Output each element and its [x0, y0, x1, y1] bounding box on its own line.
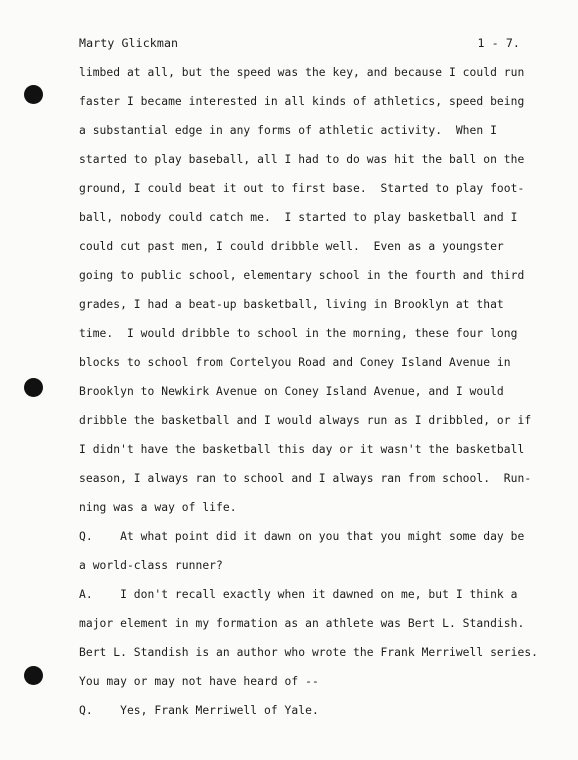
binder-hole-punch: [24, 85, 43, 104]
text-line: ball, nobody could catch me. I started to play basketball and I: [79, 211, 518, 224]
text-line: Brooklyn to Newkirk Avenue on Coney Island Avenue, and I would: [79, 385, 504, 398]
page-number: 1 - 7.: [477, 36, 520, 50]
transcript-body: [79, 64, 539, 731]
text-line: could cut past men, I could dribble well. Even as a youngster: [79, 240, 504, 253]
text-line: time. I would dribble to school in the morning, these four long: [79, 327, 518, 340]
text-line: a substantial edge in any forms of athletic activity. When I: [79, 124, 497, 137]
text-line: started to play baseball, all I had to do was hit the ball on the: [79, 153, 525, 166]
text-line: ning was a way of life.: [79, 501, 237, 514]
page-header: [79, 36, 520, 52]
text-line: season, I always ran to school and I always ran from school. Run-: [79, 472, 532, 485]
text-line: faster I became interested in all kinds of athletics, speed being: [79, 95, 525, 108]
text-line: going to public school, elementary school in the fourth and third: [79, 269, 525, 282]
binder-hole-punch: [24, 378, 43, 397]
text-line: major element in my formation as an athlete was Bert L. Standish.: [79, 617, 525, 630]
text-line: limbed at all, but the speed was the key, and because I could run: [79, 66, 525, 79]
question-line: Q. At what point did it dawn on you that you might some day be: [79, 530, 525, 543]
interviewee-name: Marty Glickman: [79, 36, 179, 50]
text-line: You may or may not have heard of --: [79, 675, 319, 688]
binder-hole-punch: [24, 666, 43, 685]
answer-line: A. I don't recall exactly when it dawned on me, but I think a: [79, 588, 518, 601]
question-line: Q. Yes, Frank Merriwell of Yale.: [79, 704, 319, 717]
text-line: ground, I could beat it out to first base. Started to play foot-: [79, 182, 525, 195]
text-line: I didn't have the basketball this day or it wasn't the basketball: [79, 443, 525, 456]
text-line: Bert L. Standish is an author who wrote the Frank Merriwell series.: [79, 646, 539, 659]
text-line: blocks to school from Cortelyou Road and Coney Island Avenue in: [79, 356, 511, 369]
text-line: a world-class runner?: [79, 559, 223, 572]
text-line: grades, I had a beat-up basketball, living in Brooklyn at that: [79, 298, 504, 311]
text-line: dribble the basketball and I would always run as I dribbled, or if: [79, 414, 532, 427]
